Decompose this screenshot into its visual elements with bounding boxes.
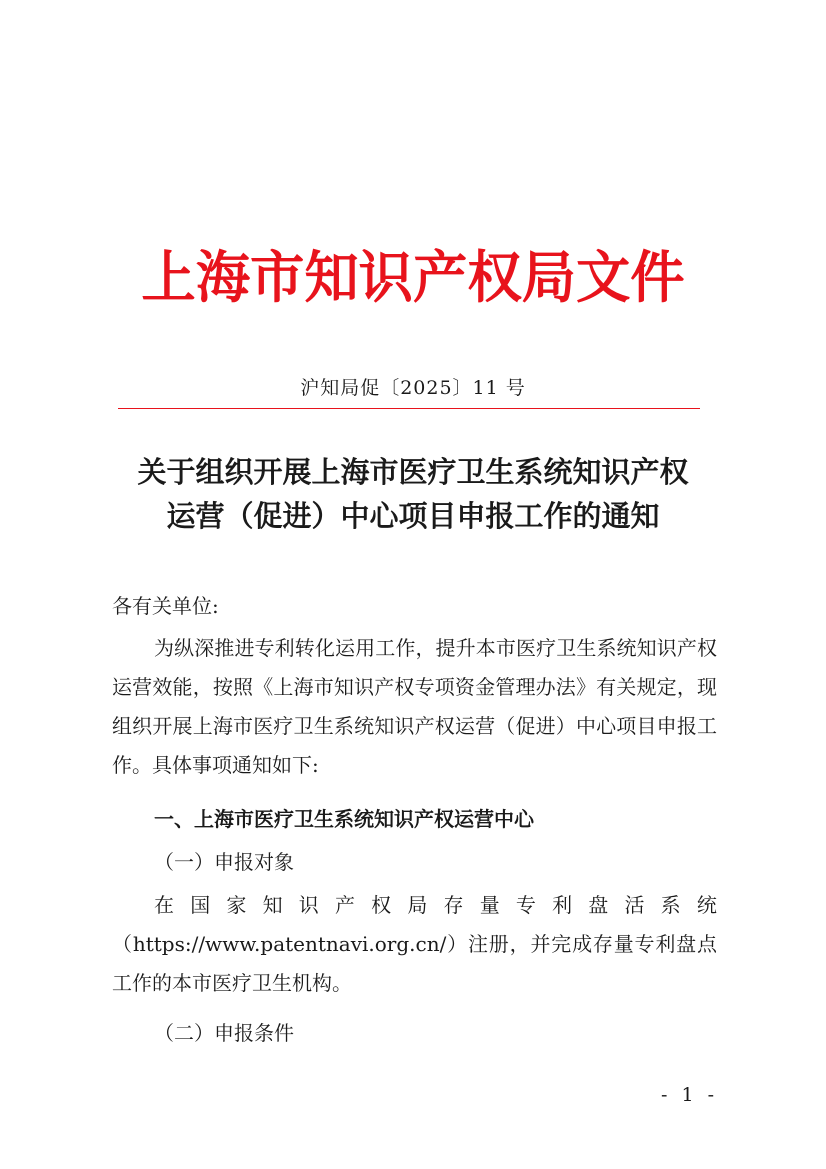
spread-char: 权	[371, 893, 392, 917]
spread-char: 在	[154, 893, 174, 917]
spread-char: 国	[190, 893, 211, 917]
spread-char: 识	[298, 893, 319, 917]
notice-title-line-1: 关于组织开展上海市医疗卫生系统知识产权	[137, 455, 689, 489]
intro-paragraph-block	[112, 629, 717, 785]
spread-char: 专	[515, 893, 536, 917]
page-number: - 1 -	[660, 1084, 718, 1106]
spread-char: 系	[660, 893, 681, 917]
spread-char: 盘	[588, 893, 609, 917]
subsection-1-first-line	[112, 886, 717, 925]
subsection-2-heading: （二）申报条件	[154, 1021, 294, 1045]
notice-title-line-2: 运营（促进）中心项目申报工作的通知	[166, 499, 660, 533]
red-divider-line	[118, 408, 700, 409]
section-1-heading: 一、上海市医疗卫生系统知识产权运营中心	[154, 807, 534, 831]
intro-paragraph: 为纵深推进专利转化运用工作，提升本市医疗卫生系统知识产权运营效能，按照《上海市知识产权专项资金管理办法》有关规定，现组织开展上海市医疗卫生系统知识产权运营（促进）中心项目申报工作。具体事项通知如下:	[112, 636, 717, 777]
spread-char: 家	[226, 893, 247, 917]
spread-char: 量	[479, 893, 500, 917]
document-number: 沪知局促〔2025〕11 号	[300, 377, 526, 399]
spread-char: 产	[334, 893, 355, 917]
spread-char: 活	[624, 893, 645, 917]
notice-title	[90, 450, 736, 538]
subsection-1-body	[112, 886, 717, 1003]
agency-header-title: 上海市知识产权局文件	[141, 245, 685, 311]
spread-char: 知	[262, 893, 283, 917]
salutation: 各有关单位:	[112, 594, 219, 618]
spread-char: 存	[443, 893, 464, 917]
subsection-1-paragraph: （https://www.patentnavi.org.cn/）注册，并完成存量专利盘点工作的本市医疗卫生机构。	[112, 932, 717, 995]
spread-char: 利	[552, 893, 573, 917]
spread-char: 局	[407, 893, 428, 917]
subsection-1-heading: （一）申报对象	[154, 850, 294, 874]
spread-char: 统	[696, 893, 717, 917]
